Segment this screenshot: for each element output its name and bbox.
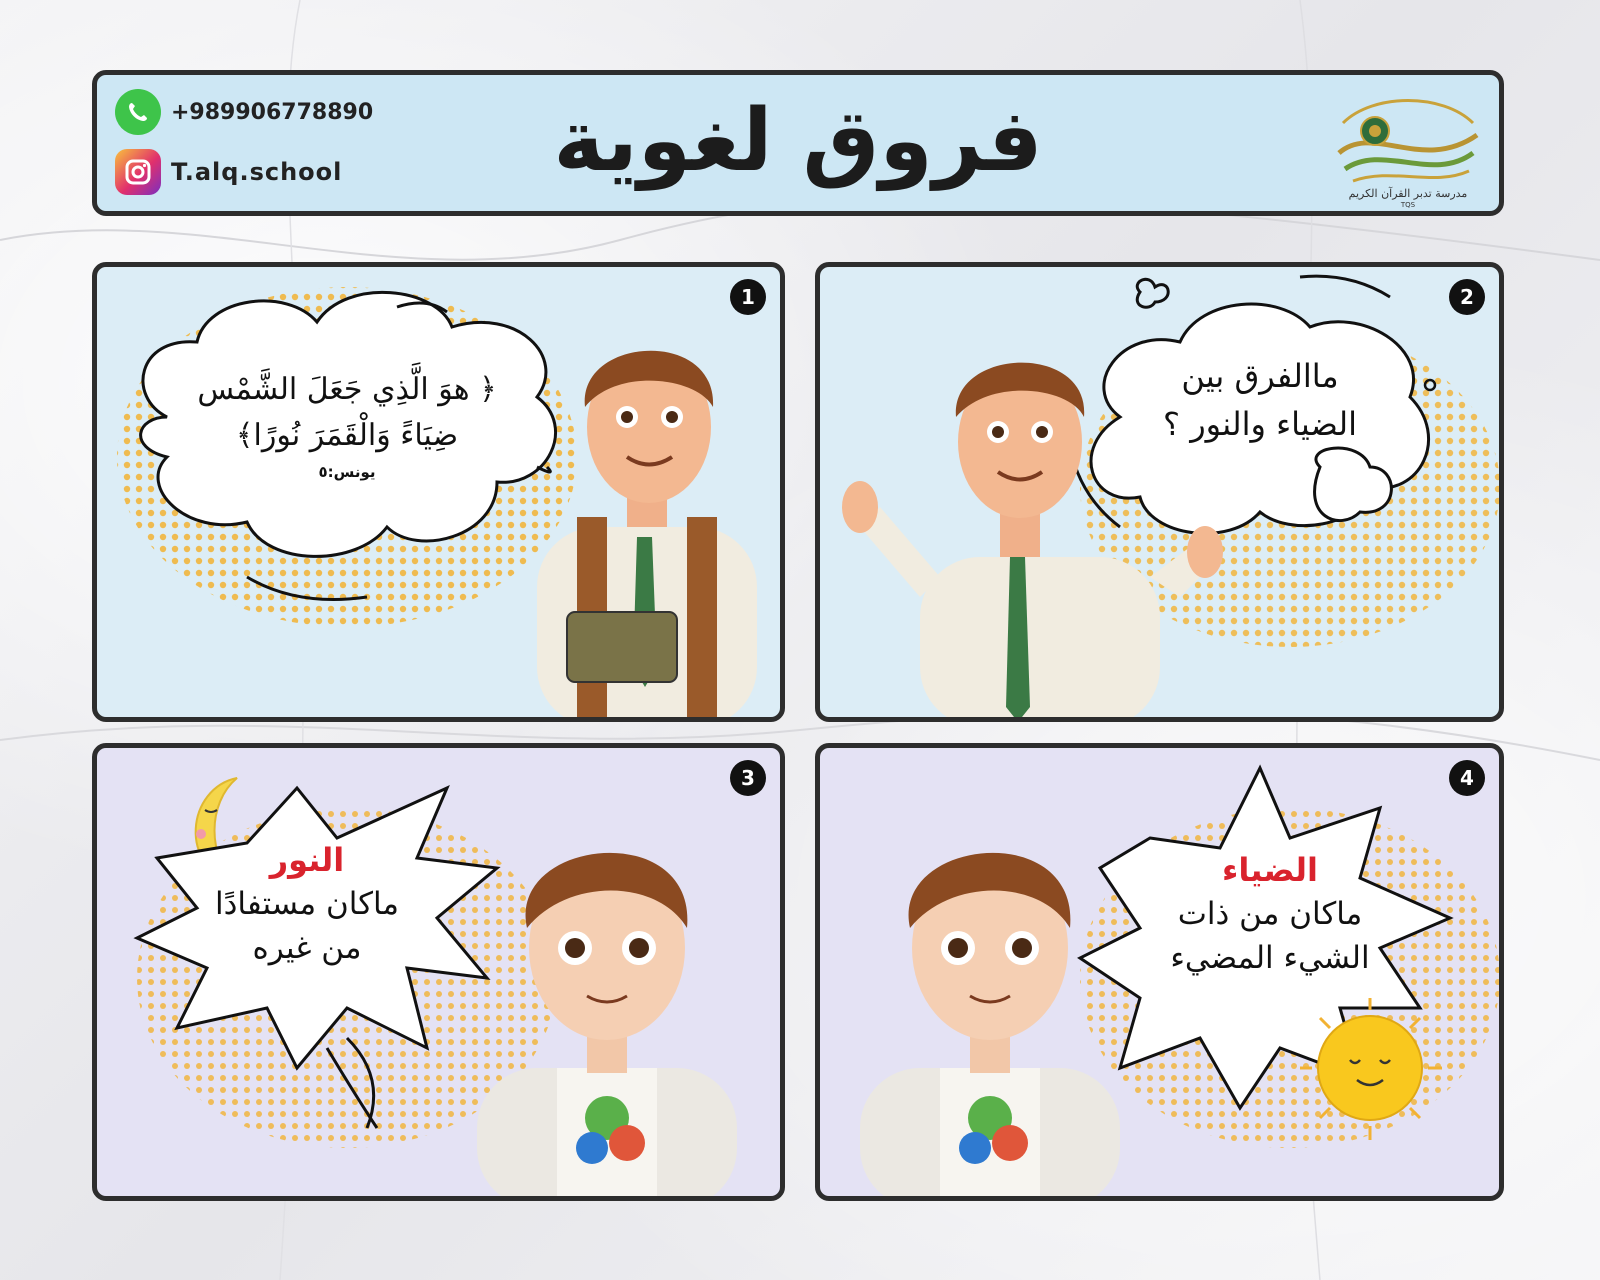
panel-number-3: 3 bbox=[730, 760, 766, 796]
panel-number-4: 4 bbox=[1449, 760, 1485, 796]
panel-2-art bbox=[820, 267, 1504, 722]
quran-verse-bubble bbox=[157, 367, 537, 481]
brightness-line-1: ماكان من ذات bbox=[1177, 896, 1363, 932]
comic-panel-2 bbox=[815, 262, 1504, 722]
logo-abbr: TQS bbox=[1400, 201, 1416, 209]
page-title: فروق لغوية bbox=[553, 91, 1043, 191]
school-logo bbox=[1333, 83, 1483, 209]
question-line-2: الضياء والنور ؟ bbox=[1163, 405, 1357, 443]
light-line-1: ماكان مستفادًا bbox=[214, 886, 400, 922]
brightness-heading: الضياء bbox=[1222, 851, 1318, 889]
young-boy-right bbox=[860, 853, 1120, 1201]
brightness-definition-bubble bbox=[1150, 848, 1390, 980]
verse-line-1: ﴿ هوَ الَّذِي جَعَلَ الشَّمْس bbox=[197, 372, 497, 407]
question-bubble bbox=[1120, 352, 1400, 448]
logo-caption: مدرسة تدبر القرآن الكريم bbox=[1348, 187, 1468, 200]
question-line-1: ماالفرق بين bbox=[1181, 357, 1339, 395]
light-line-2: من غيره bbox=[252, 930, 362, 966]
phone-number: +989906778890 bbox=[171, 99, 374, 125]
header-banner bbox=[92, 70, 1504, 216]
instagram-handle: T.alq.school bbox=[171, 158, 343, 186]
sun-icon bbox=[1300, 998, 1442, 1140]
panel-number-2: 2 bbox=[1449, 279, 1485, 315]
comic-panel-3 bbox=[92, 743, 785, 1201]
comic-panel-1 bbox=[92, 262, 785, 722]
verse-reference: يونس:٥ bbox=[318, 463, 376, 481]
light-heading: النور bbox=[269, 841, 345, 879]
light-definition-bubble bbox=[187, 838, 427, 970]
brightness-line-2: الشيء المضيء bbox=[1170, 940, 1370, 976]
panel-3-art bbox=[97, 748, 785, 1201]
panel-number-1: 1 bbox=[730, 279, 766, 315]
student-with-tablet bbox=[537, 351, 757, 722]
verse-line-2: ضِيَاءً وَالْقَمَرَ نُورًا﴾ bbox=[235, 418, 459, 453]
comic-panel-4 bbox=[815, 743, 1504, 1201]
panel-1-art bbox=[97, 267, 785, 722]
